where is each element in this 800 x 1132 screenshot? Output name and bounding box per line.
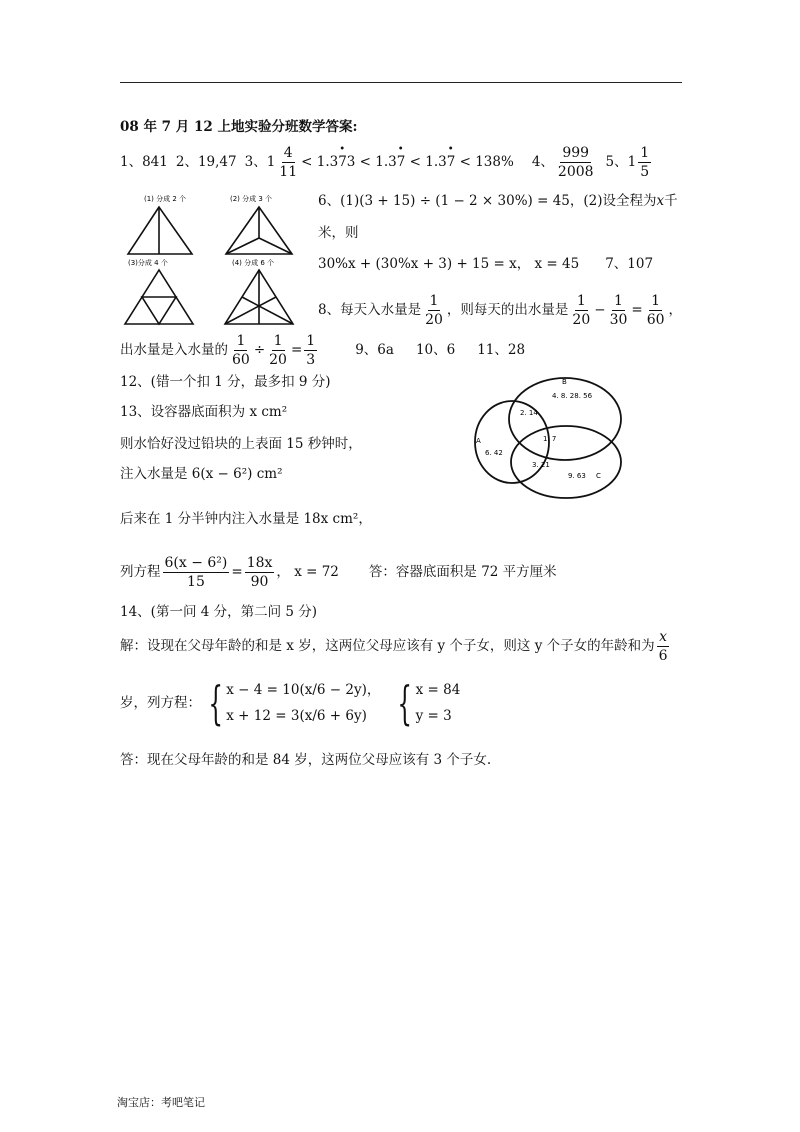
q13-fraction-left (163, 556, 230, 589)
repeating-digit: • 7 (447, 153, 456, 171)
triangle-caption-4: (4) 分成 6 个 (232, 259, 275, 267)
q8-fraction (230, 334, 252, 367)
venn-diagram (470, 370, 626, 500)
triangle-caption-1: (1) 分成 2 个 (144, 195, 187, 203)
fraction-denominator: 60 (232, 351, 250, 368)
fraction-denominator: 60 (646, 311, 665, 328)
q13-text: ， x = 72 (276, 564, 339, 580)
q6-text-end: 千 (664, 193, 678, 209)
answer-11: 11、28 (477, 342, 526, 358)
q14-equation-1: x − 4 = 10(x/6 − 2y)， (226, 682, 381, 698)
venn-label-c: C (596, 472, 601, 480)
left-brace: { (208, 676, 223, 730)
q6-equation (318, 255, 653, 273)
answer-5-whole: 1 (627, 153, 637, 170)
operator: = (290, 342, 303, 358)
page-title: 08 年 7 月 12 上地实验分班数学答案: (120, 119, 358, 135)
venn-region-c-only: 9. 63 (568, 472, 586, 480)
q14-header: 14、(第一问 4 分，第二问 5 分) (120, 604, 318, 620)
q6-equation-text: 30%x + (30%x + 3) + 15 = x， x = 45 (318, 256, 580, 272)
triangle-4 (225, 270, 293, 324)
operator: ÷ (253, 342, 266, 358)
venn-region-abc: 1. 7 (543, 435, 557, 443)
q8-fraction (304, 334, 317, 367)
q8-line-1 (318, 288, 682, 332)
repeating-digit: • 7 (338, 153, 347, 171)
fraction-denominator: 11 (279, 163, 298, 180)
q14-solutions (416, 681, 461, 725)
q8-fraction (608, 294, 630, 327)
answer-3-label: 3、 (244, 153, 267, 170)
q6-variable: x (656, 193, 665, 209)
q13-line-4: 后来在 1 分半钟内注入水量是 18x cm²， (120, 511, 372, 527)
answer-10: 10、6 (415, 342, 456, 358)
fraction-denominator: 20 (572, 311, 591, 328)
q6-text: 6、(1)(3 + 15) ÷ (1 − 2 × 30%) = 45，(2)设全程为 (318, 193, 657, 209)
triangle-1 (128, 207, 192, 254)
fraction-numerator: 1 (429, 292, 439, 309)
q14-answer: 答：现在父母年龄的和是 84 岁，这两位父母应该有 3 个子女. (120, 752, 492, 768)
q8-text: 8、每天入水量是 (318, 302, 422, 318)
chain-part: < 1.3 (405, 153, 447, 170)
answer-3-fraction (277, 146, 299, 179)
q8-line-2 (120, 328, 525, 372)
fraction-denominator: 5 (640, 163, 650, 180)
q14-text: 岁，列方程： (120, 695, 201, 711)
operator: = (631, 302, 643, 318)
fraction-numerator: 1 (273, 332, 283, 349)
venn-label-a: A (476, 437, 481, 445)
fraction-denominator: 3 (306, 351, 316, 368)
q14-equation-2: x + 12 = 3(x/6 + 6y) (226, 708, 367, 724)
left-brace: { (397, 676, 413, 730)
fraction-numerator: 1 (576, 292, 586, 309)
q14-solution-x: x = 84 (415, 682, 461, 698)
answer-3-whole: 1 (266, 153, 276, 170)
triangle-caption-3: (3)分成 4 个 (128, 259, 168, 267)
q13-line-3: 注入水量是 6(x − 6²) cm² (120, 466, 283, 482)
venn-region-ab: 2. 14 (520, 409, 538, 417)
q6-line-1 (318, 192, 678, 210)
fraction-denominator: 6 (658, 647, 668, 664)
q14-system (120, 672, 460, 734)
q13-equation (120, 550, 557, 594)
q6-line-2: 米，则 (318, 225, 359, 241)
fraction-numerator: 1 (236, 332, 246, 349)
q8-fraction-inflow (423, 294, 445, 327)
answer-4 (532, 146, 598, 179)
triangle-caption-2: (2) 分成 3 个 (230, 195, 273, 203)
q14-equations (226, 681, 380, 725)
fraction-numerator: 6(x − 6²) (164, 554, 228, 571)
fraction-denominator: 30 (609, 311, 628, 328)
fraction-denominator: 20 (269, 351, 287, 368)
answer-2: 2、19,47 (175, 154, 237, 170)
fraction-numerator: 1 (614, 292, 623, 309)
answer-4-label: 4、 (531, 153, 554, 170)
triangle-figures (122, 190, 312, 330)
venn-label-b: B (562, 378, 567, 386)
q14-solution (120, 628, 672, 664)
triangle-2 (226, 207, 292, 254)
venn-region-a-only: 6. 42 (485, 449, 503, 457)
answer-5-fraction (638, 146, 651, 179)
q8-text: ， (668, 302, 683, 318)
fraction-numerator: 18x (246, 554, 273, 571)
q8-fraction (267, 334, 289, 367)
answer-1: 1、841 (120, 154, 168, 170)
answers-line-1 (120, 140, 653, 184)
answer-3 (245, 146, 514, 179)
q8-fraction (570, 294, 592, 327)
q8-text: ，则每天的出水量是 (446, 302, 569, 318)
fraction-numerator: 4 (283, 144, 293, 161)
venn-region-b-only: 4. 8. 28. 56 (552, 392, 593, 400)
fraction-numerator: 999 (562, 144, 590, 161)
fraction-denominator: 2008 (557, 163, 594, 180)
venn-region-ac: 3. 21 (532, 461, 550, 469)
chain-part: 3 < 1.3 (346, 153, 397, 170)
operator: − (594, 302, 606, 318)
fraction-denominator: 20 (425, 311, 443, 328)
fraction-numerator: 1 (306, 332, 316, 349)
fraction-numerator: 1 (651, 292, 661, 309)
fraction-numerator: 1 (640, 144, 650, 161)
q14-fraction (657, 630, 670, 663)
q12-text: 12、(错一个扣 1 分，最多扣 9 分) (120, 374, 331, 390)
q13-fraction-right (245, 556, 275, 589)
fraction-denominator: 90 (250, 573, 269, 590)
chain-part: < 1.3 (301, 153, 339, 170)
chain-part: < 138% (455, 153, 514, 170)
q13-line-1: 13、设容器底面积为 x cm² (120, 404, 288, 420)
fraction-denominator: 15 (187, 573, 205, 590)
header-rule (120, 82, 682, 83)
repeating-digit: • 7 (397, 153, 406, 171)
q14-solution-y: y = 3 (415, 708, 452, 724)
q13-text: 列方程 (120, 564, 161, 580)
answer-5-label: 5、 (605, 153, 628, 170)
answer-4-fraction (556, 146, 596, 179)
q8-text: 出水量是入水量的 (120, 342, 228, 358)
q13-line-2: 则水恰好没过铅块的上表面 15 秒钟时， (120, 436, 362, 452)
operator: = (231, 564, 243, 580)
footer-shop: 淘宝店：考吧笔记 (117, 1096, 205, 1109)
answer-9: 9、6a (355, 342, 394, 358)
q13-answer: 答：容器底面积是 72 平方厘米 (368, 564, 557, 580)
venn-circle-b (509, 378, 621, 460)
q14-text: 解：设现在父母年龄的和是 x 岁，这两位父母应该有 y 个子女，则这 y 个子女的年龄和为 (120, 638, 655, 654)
fraction-numerator: x (659, 628, 668, 645)
q8-fraction (645, 294, 667, 327)
triangle-3 (125, 270, 193, 324)
answer-5 (606, 146, 654, 179)
venn-circle-c (511, 426, 621, 498)
answer-7: 7、107 (605, 256, 654, 272)
